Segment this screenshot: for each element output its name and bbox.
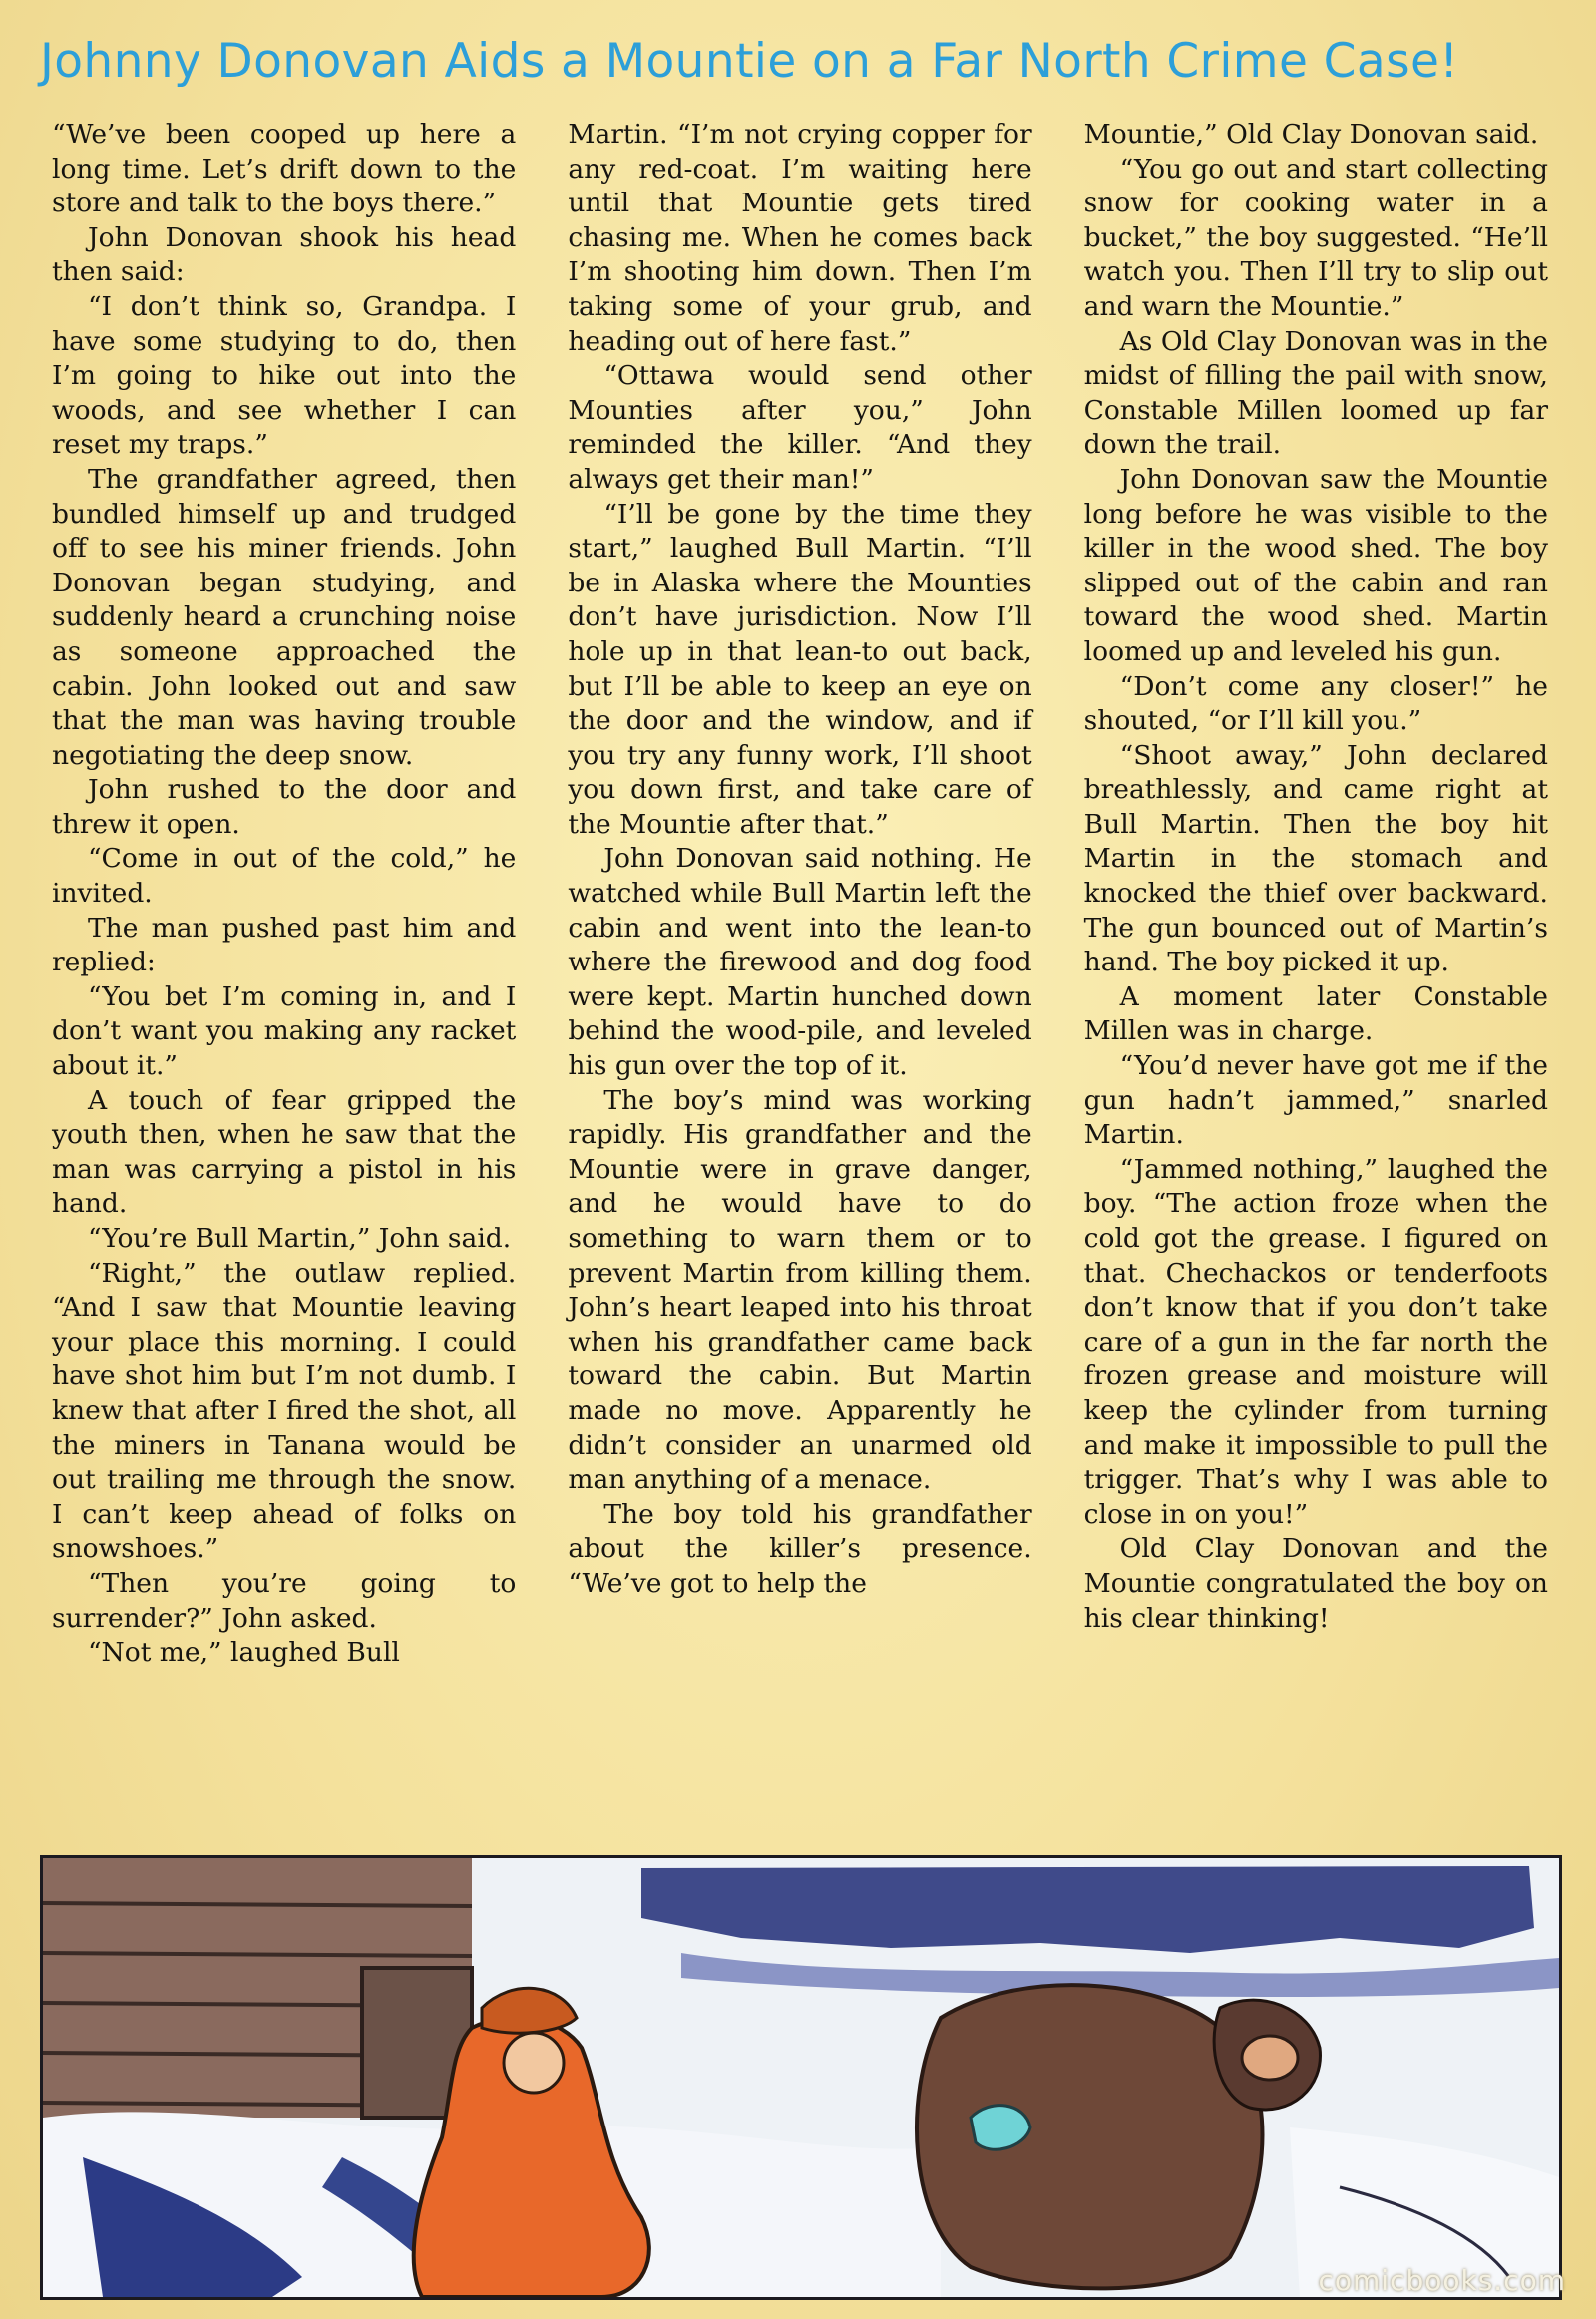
paragraph: As Old Clay Donovan was in the midst of filling the pail with snow, Constable Millen loomed up far down the trail. [1083, 325, 1548, 461]
watermark: comicbooks.com [1318, 2264, 1566, 2297]
story-title: Johnny Donovan Aids a Mountie on a Far North Crime Case! [40, 34, 1459, 89]
text-column-3 [1084, 118, 1548, 1843]
paragraph: “You’re Bull Martin,” John said. [88, 1223, 512, 1254]
illustration-art [43, 1858, 1559, 2297]
paragraph: “Don’t come any closer!” he shouted, “or I’ll kill you.” [1083, 670, 1548, 737]
paragraph: Old Clay Donovan and the Mountie congratulated the boy on his clear thinking! [1083, 1533, 1548, 1634]
paragraph: “Come in out of the cold,” he invited. [52, 843, 517, 910]
paragraph: “I’ll be gone by the time they start,” laughed Bull Martin. “I’ll be in Alaska where the Mounties don’t have jurisdiction. Now I’ll hole up in that lean-to out back, but I’ll be able to keep an eye on the door and the window, and if you try any funny work, I’ll shoot you down first, and take care of the Mountie after that.” [568, 498, 1032, 840]
paragraph: “Then you’re going to surrender?” John asked. [52, 1567, 517, 1634]
paragraph: “You’d never have got me if the gun hadn’t jammed,” snarled Martin. [1083, 1050, 1548, 1151]
paragraph: The grandfather agreed, then bundled himself up and trudged off to see his miner friends. John Donovan began studying, and suddenly heard a crunching noise as someone approached the cabin. John looked out and saw that the man was having trouble negotiating the deep snow. [52, 463, 517, 771]
story-body [52, 118, 1548, 1843]
paragraph: A touch of fear gripped the youth then, when he saw that the man was carrying a pistol in his hand. [52, 1084, 517, 1220]
paragraph: Mountie,” Old Clay Donovan said. [1083, 119, 1539, 150]
paragraph: The boy’s mind was working rapidly. His grandfather and the Mountie were in grave danger, and he would have to do something to warn them or to prevent Martin from killing them. John’s heart leaped into his throat when his grandfather came back toward the cabin. But Martin made no move. Apparently he didn’t consider an unarmed old man anything of a menace. [568, 1084, 1032, 1496]
paragraph: John Donovan saw the Mountie long before he was visible to the killer in the wood shed. The boy slipped out of the cabin and ran toward the wood shed. Martin loomed up and leveled his gun. [1083, 463, 1548, 667]
paragraph: John Donovan said nothing. He watched while Bull Martin left the cabin and went into the lean-to where the firewood and dog food were kept. Martin hunched down behind the wood-pile, and leveled his gun over the top of it. [568, 843, 1032, 1082]
paragraph: “You go out and start collecting snow for cooking water in a bucket,” the boy suggested. “He’ll watch you. Then I’ll try to slip out and warn the Mountie.” [1083, 153, 1548, 322]
paragraph: “We’ve been cooped up here a long time. Let’s drift down to the store and talk to the boys there.” [52, 119, 517, 219]
paragraph: “Ottawa would send other Mounties after you,” John reminded the killer. “And they always get their man!” [568, 360, 1032, 495]
paragraph: John Donovan shook his head then said: [52, 221, 517, 288]
paragraph: The boy told his grandfather about the killer’s presence. “We’ve got to help the [568, 1498, 1032, 1599]
paragraph: “Right,” the outlaw replied. “And I saw that Mountie leaving your place this morning. I could have shot him but I’m not dumb. I knew that after I fired the shot, all the miners in Tanana would be out trailing me through the snow. I can’t keep ahead of folks on snowshoes.” [52, 1257, 517, 1565]
paragraph: “I don’t think so, Grandpa. I have some studying to do, then I’m going to hike out into the woods, and see whether I can reset my traps.” [52, 290, 517, 461]
text-column-2 [568, 118, 1031, 1843]
comic-illustration-panel [40, 1855, 1562, 2300]
paragraph: “You bet I’m coming in, and I don’t want you making any racket about it.” [52, 980, 517, 1082]
paragraph: Martin. “I’m not crying copper for any red-coat. I’m waiting here until that Mountie gets tired chasing me. When he comes back I’m shooting him down. Then I’m taking some of your grub, and heading out of here fast.” [568, 119, 1032, 357]
paragraph: The man pushed past him and replied: [52, 912, 517, 978]
paragraph: A moment later Constable Millen was in charge. [1083, 980, 1548, 1047]
paragraph: “Shoot away,” John declared breathlessly, and came right at Bull Martin. Then the boy hit Martin in the stomach and knocked the thief over backward. The gun bounced out of Martin’s hand. The boy picked it up. [1083, 739, 1548, 978]
paragraph: John rushed to the door and threw it open. [52, 774, 517, 840]
paragraph: “Jammed nothing,” laughed the boy. “The action froze when the cold got the grease. I figured on that. Chechackos or tenderfoots don’t know that if you don’t take care of a gun in the far north the frozen grease and moisture will keep the cylinder from turning and make it impossible to pull the trigger. That’s why I was able to close in on you!” [1083, 1153, 1548, 1530]
text-column-1 [52, 118, 516, 1843]
paragraph: “Not me,” laughed Bull [88, 1637, 400, 1669]
